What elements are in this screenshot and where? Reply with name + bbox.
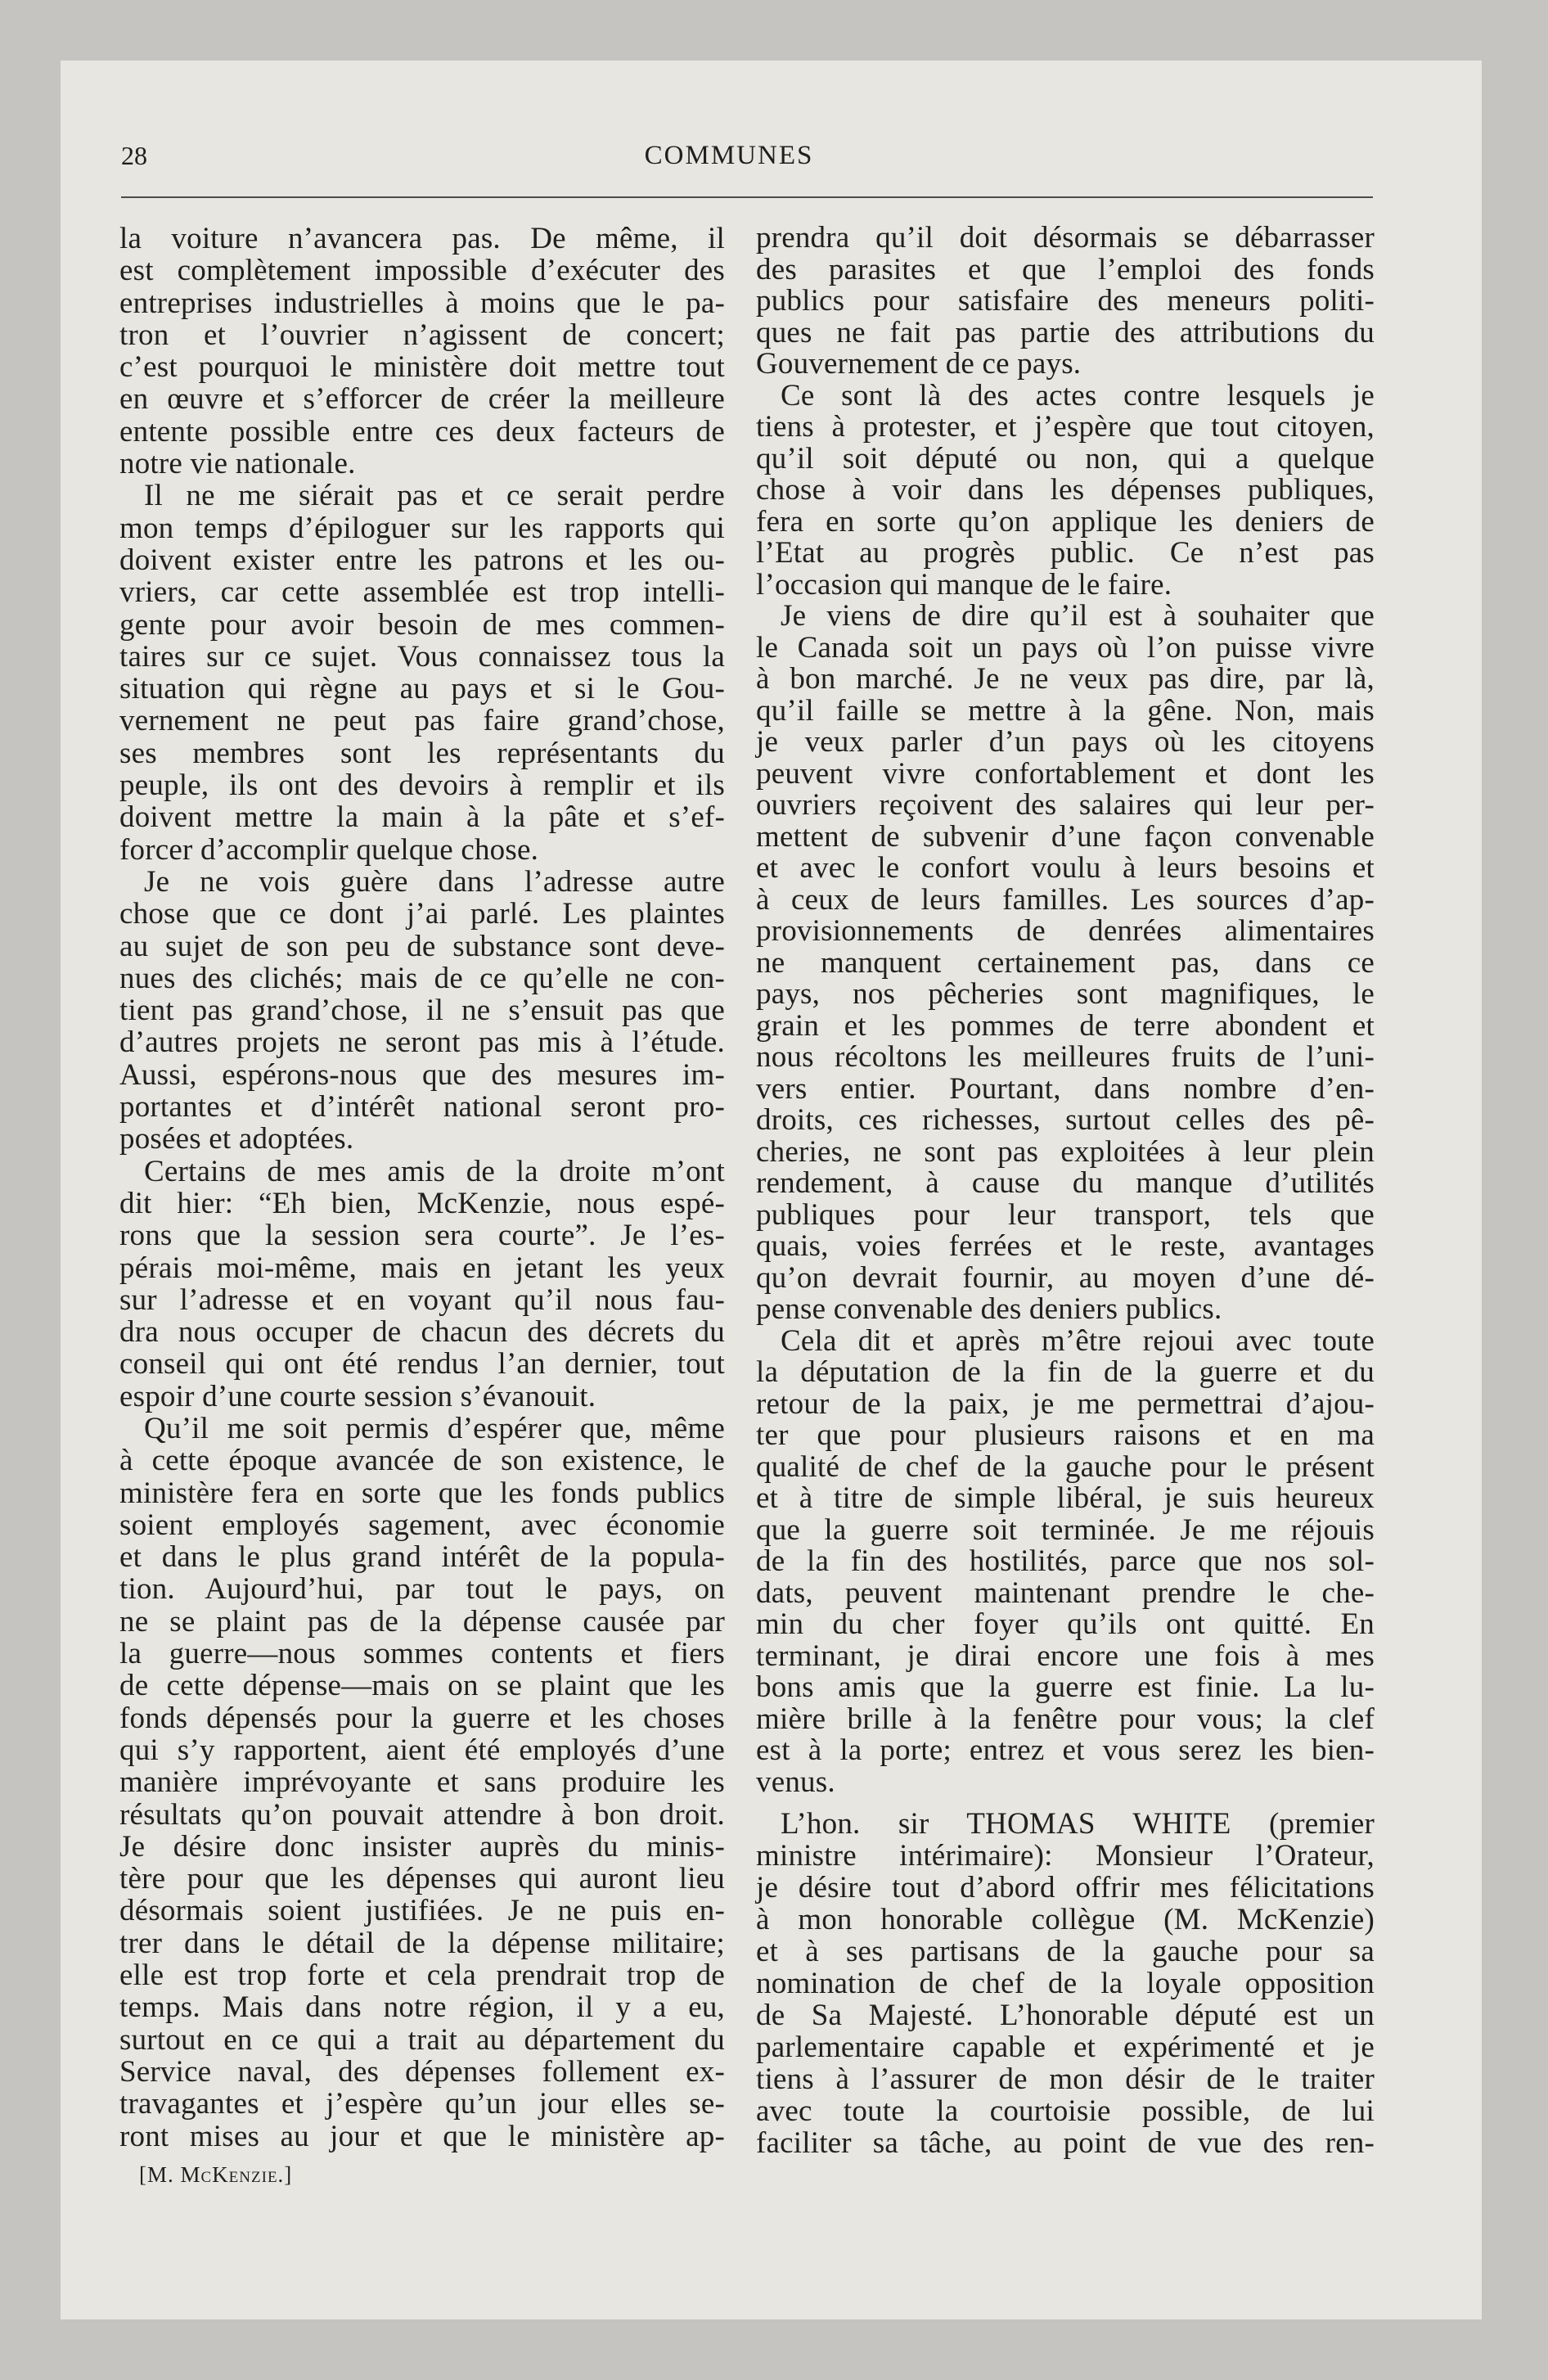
paragraph — [756, 1808, 1375, 2159]
text-line: est à la porte; entrez et vous serez les bien- — [756, 1733, 1375, 1767]
text-line: Gouvernement de ce pays. — [756, 347, 1082, 381]
text-line: elle est trop forte et cela prendrait trop de — [119, 1959, 725, 1993]
paragraph — [119, 480, 725, 866]
text-line: situation qui règne au pays et si le Gou- — [119, 672, 725, 706]
running-title: COMMUNES — [644, 141, 814, 170]
text-line: peuvent vivre confortablement et dont les — [756, 756, 1375, 791]
text-line: ne se plaint pas de la dépense causée par — [119, 1604, 725, 1639]
scanned-page — [61, 61, 1482, 2319]
text-line: manière imprévoyante et sans produire les — [119, 1765, 725, 1800]
text-line: est complètement impossible d’exécuter des — [119, 254, 725, 288]
paragraph — [756, 223, 1375, 381]
text-line: nues des clichés; mais de ce qu’elle ne con- — [119, 961, 725, 995]
next-speech — [756, 1808, 1375, 2159]
text-line: dra nous occuper de chacun des décrets du — [119, 1315, 725, 1350]
text-line: portantes et d’intérêt national seront pro- — [119, 1090, 725, 1125]
text-line: surtout en ce qui a trait au département du — [119, 2022, 725, 2057]
text-line: vriers, car cette assemblée est trop intelli- — [119, 575, 725, 610]
text-line: et à titre de simple libéral, je suis heureux — [756, 1481, 1375, 1515]
text-line: ministre intérimaire): Monsieur l’Orateur, — [756, 1839, 1375, 1873]
text-line: ques ne fait pas partie des attributions du — [756, 315, 1375, 349]
text-line: fera en sorte qu’on applique les deniers de — [756, 504, 1375, 539]
text-line: qu’il soit député ou non, qui a quelque — [756, 441, 1375, 476]
text-line: que la guerre soit terminée. Je me réjouis — [756, 1512, 1375, 1547]
text-line: bons amis que la guerre est finie. La lu- — [756, 1670, 1375, 1704]
text-line: ront mises au jour et que le ministère ap- — [119, 2119, 725, 2153]
text-line: tient pas grand’chose, il ne s’ensuit pas que — [119, 994, 725, 1028]
text-line: rendement, à cause du manque d’utilités — [756, 1166, 1375, 1200]
text-line: qu’il faille se mettre à la gêne. Non, mais — [756, 693, 1375, 728]
text-line: en œuvre et s’efforcer de créer la meilleure — [119, 382, 725, 417]
text-line: et avec le confort voulu à leurs besoins et — [756, 851, 1375, 885]
text-line: au sujet de son peu de substance sont deve- — [119, 929, 725, 963]
text-line: ouvriers reçoivent des salaires qui leur per- — [756, 788, 1375, 822]
text-line: et à ses partisans de la gauche pour sa — [756, 1935, 1375, 1968]
text-line: chose que ce dont j’ai parlé. Les plaintes — [119, 897, 725, 931]
text-line: taires sur ce sujet. Vous connaissez tous la — [119, 639, 725, 674]
text-line: dats, peuvent maintenant prendre le che- — [756, 1575, 1375, 1610]
text-line: vernement ne peut pas faire grand’chose, — [119, 704, 725, 738]
text-line: désormais soient justifiées. Je ne puis en- — [119, 1894, 725, 1928]
paragraph — [756, 601, 1375, 1326]
text-line: ter que pour plusieurs raisons et en ma — [756, 1418, 1375, 1452]
text-line: quais, voies ferrées et le reste, avantages — [756, 1229, 1375, 1263]
text-line: Je désire donc insister auprès du minis- — [119, 1829, 725, 1864]
text-line: Cela dit et après m’être rejoui avec toute — [781, 1323, 1375, 1358]
text-line: résultats qu’on pouvait attendre à bon droit. — [119, 1797, 725, 1832]
text-line: qualité de chef de la gauche pour le présent — [756, 1449, 1375, 1484]
paragraph — [119, 866, 725, 1156]
text-line: l’Etat au progrès public. Ce n’est pas — [756, 536, 1375, 570]
right-column — [756, 223, 1375, 2159]
text-line: qui s’y rapportent, aient été employés d’une — [119, 1733, 725, 1767]
paragraph — [119, 223, 725, 480]
paragraph — [756, 378, 1375, 602]
text-line: faciliter sa tâche, au point de vue des ren- — [756, 2126, 1375, 2160]
text-line: trer dans le détail de la dépense militaire; — [119, 1926, 725, 1960]
text-line: mettent de subvenir d’une façon convenable — [756, 819, 1375, 854]
text-line: Aussi, espérons-nous que des mesures im- — [119, 1057, 725, 1092]
text-line: prendra qu’il doit désormais se débarrasser — [756, 221, 1375, 255]
text-line: entreprises industrielles à moins que le pa- — [119, 286, 725, 320]
text-line: travagantes et j’espère qu’un jour elles se- — [119, 2087, 725, 2121]
text-line: espoir d’une courte session s’évanouit. — [119, 1379, 596, 1413]
text-line: peuple, ils ont des devoirs à remplir et ils — [119, 769, 725, 803]
text-line: publiques pour leur transport, tels que — [756, 1197, 1375, 1232]
text-line: pays, nos pêcheries sont magnifiques, le — [756, 977, 1375, 1011]
text-line: Je ne vois guère dans l’adresse autre — [144, 864, 725, 899]
text-line: doivent mettre la main à la pâte et s’ef- — [119, 800, 725, 835]
text-line: L’hon. sir THOMAS WHITE (premier — [781, 1807, 1375, 1841]
text-line: de cette dépense—mais on se plaint que les — [119, 1669, 725, 1703]
text-line: gente pour avoir besoin de mes commen- — [119, 607, 725, 642]
speech-continuation — [756, 223, 1375, 1798]
text-line: dit hier: “Eh bien, McKenzie, nous espé- — [119, 1186, 725, 1220]
text-line: posées et adoptées. — [119, 1122, 354, 1156]
text-line: entente possible entre ces deux facteurs de — [119, 414, 725, 449]
text-line: Service naval, des dépenses follement ex- — [119, 2054, 725, 2089]
text-line: de Sa Majesté. L’honorable député est un — [756, 1999, 1375, 2032]
text-line: fonds dépensés pour la guerre et les choses — [119, 1701, 725, 1735]
text-line: le Canada soit un pays où l’on puisse vivre — [756, 630, 1375, 665]
text-line: Ce sont là des actes contre lesquels je — [781, 378, 1375, 412]
text-line: notre vie nationale. — [119, 447, 356, 481]
text-line: parlementaire capable et expérimenté et je — [756, 2031, 1375, 2064]
text-line: rons que la session sera courte”. Je l’es- — [119, 1219, 725, 1253]
text-line: terminant, je dirai encore une fois à mes — [756, 1639, 1375, 1673]
text-line: forcer d’accomplir quelque chose. — [119, 832, 539, 867]
text-line: grain et les pommes de terre abondent et — [756, 1008, 1375, 1043]
text-line: tiens à protester, et j’espère que tout citoyen, — [756, 410, 1375, 444]
text-line: l’occasion qui manque de le faire. — [756, 567, 1172, 602]
text-line: tion. Aujourd’hui, par tout le pays, on — [119, 1572, 725, 1607]
page-number: 28 — [121, 141, 147, 170]
text-line: mière brille à la fenêtre pour vous; la clef — [756, 1702, 1375, 1736]
text-line: publics pour satisfaire des meneurs politi- — [756, 284, 1375, 318]
text-line: à mon honorable collègue (M. McKenzie) — [756, 1903, 1375, 1936]
text-line: chose à voir dans les dépenses publiques, — [756, 473, 1375, 507]
text-line: avec toute la courtoisie possible, de lui — [756, 2094, 1375, 2128]
text-line: venus. — [756, 1765, 835, 1799]
text-line: la guerre—nous sommes contents et fiers — [119, 1637, 725, 1671]
text-line: des parasites et que l’emploi des fonds — [756, 252, 1375, 286]
text-line: tiens à l’assurer de mon désir de le traiter — [756, 2062, 1375, 2096]
text-line: nomination de chef de la loyale opposition — [756, 1967, 1375, 2000]
text-line: cheries, ne sont pas exploitées à leur plein — [756, 1134, 1375, 1169]
text-line: vers entier. Pourtant, dans nombre d’en- — [756, 1071, 1375, 1106]
paragraph — [756, 1323, 1375, 1799]
text-line: Je viens de dire qu’il est à souhaiter que — [781, 599, 1375, 633]
text-line: tron et l’ouvrier n’agissent de concert; — [119, 318, 725, 352]
text-line: et dans le plus grand intérêt de la popula- — [119, 1540, 725, 1575]
text-line: provisionnements de denrées alimentaires — [756, 914, 1375, 948]
paragraph — [119, 1413, 725, 2152]
text-line: ses membres sont les représentants du — [119, 736, 725, 770]
text-line: Certains de mes amis de la droite m’ont — [144, 1154, 725, 1188]
text-line: Il ne me siérait pas et ce serait perdre — [144, 479, 725, 513]
text-line: sur l’adresse et en voyant qu’il nous fau- — [119, 1282, 725, 1317]
text-line: tère pour que les dépenses qui auront lieu — [119, 1862, 725, 1896]
text-line: je désire tout d’abord offrir mes félicitations — [756, 1871, 1375, 1904]
left-column — [119, 223, 725, 2152]
text-line: la députation de la fin de la guerre et du — [756, 1355, 1375, 1389]
text-line: conseil qui ont été rendus l’an dernier, tout — [119, 1347, 725, 1382]
text-line: temps. Mais dans notre région, il y a eu, — [119, 1990, 725, 2025]
paragraph — [119, 1156, 725, 1413]
text-line: retour de la paix, je me permettrai d’ajou- — [756, 1386, 1375, 1421]
text-line: la voiture n’avancera pas. De même, il — [119, 222, 725, 255]
text-line: mon temps d’épiloguer sur les rapports qui — [119, 511, 725, 545]
text-line: je veux parler d’un pays où les citoyens — [756, 725, 1375, 759]
text-line: ministère fera en sorte que les fonds publics — [119, 1476, 725, 1510]
text-line: à ceux de leurs familles. Les sources d’ap- — [756, 882, 1375, 917]
text-line: pérais moi-même, mais en jetant les yeux — [119, 1251, 725, 1285]
text-line: nous récoltons les meilleures fruits de l’uni- — [756, 1040, 1375, 1074]
text-line: min du cher foyer qu’ils ont quitté. En — [756, 1607, 1375, 1641]
text-line: doivent exister entre les patrons et les ou- — [119, 543, 725, 577]
text-line: soient employés sagement, avec économie — [119, 1508, 725, 1542]
text-line: Qu’il me soit permis d’espérer que, même — [144, 1411, 725, 1445]
text-line: qu’on devrait fournir, au moyen d’une dé- — [756, 1260, 1375, 1295]
text-line: à cette époque avancée de son existence, le — [119, 1444, 725, 1478]
header-rule — [121, 196, 1373, 198]
text-line: c’est pourquoi le ministère doit mettre tout — [119, 350, 725, 385]
text-line: de la fin des hostilités, parce que nos sol- — [756, 1544, 1375, 1578]
text-line: d’autres projets ne seront pas mis à l’étude. — [119, 1025, 725, 1060]
text-line: pense convenable des deniers publics. — [756, 1292, 1222, 1326]
speaker-attribution: [M. McKenzie.] — [139, 2162, 293, 2187]
text-line: ne manquent certainement pas, dans ce — [756, 945, 1375, 980]
text-line: droits, ces richesses, surtout celles des pê- — [756, 1103, 1375, 1137]
text-line: à bon marché. Je ne veux pas dire, par là, — [756, 662, 1375, 696]
